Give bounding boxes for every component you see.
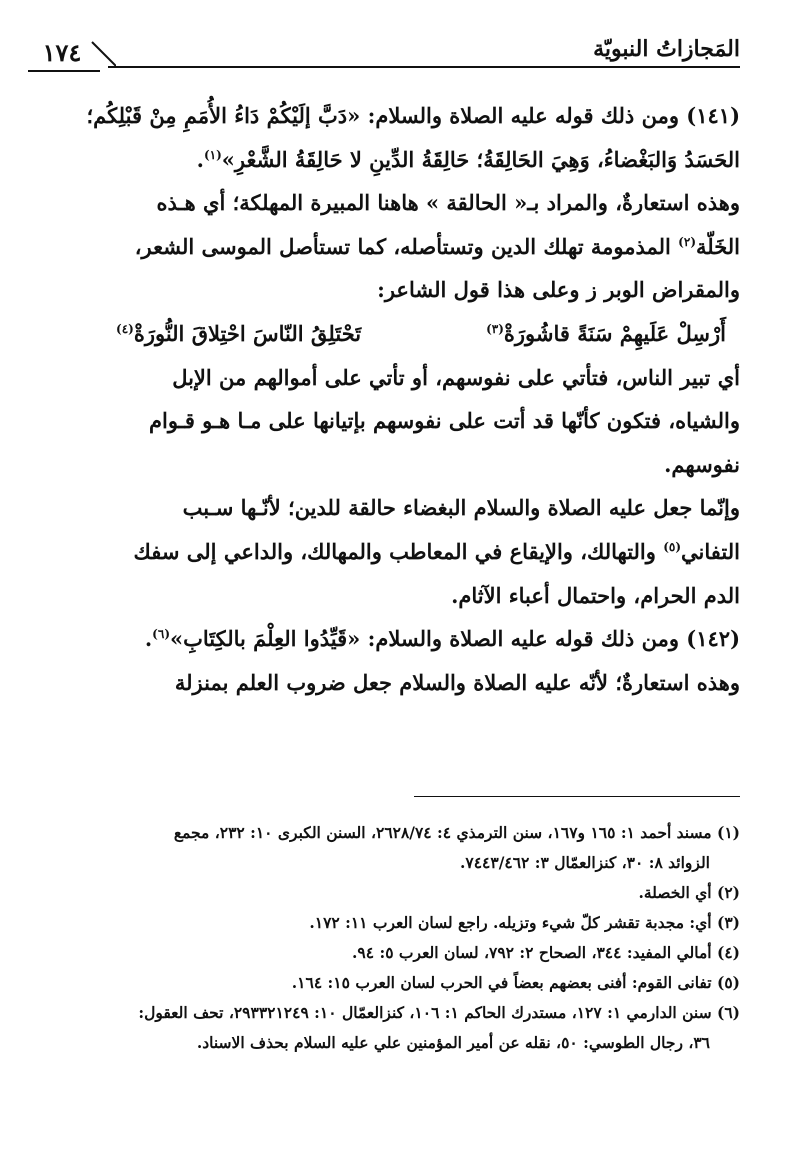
text-line xyxy=(76,268,740,312)
footnote-ref: (٢) xyxy=(678,234,696,249)
text-line xyxy=(76,225,740,269)
footnote-6: (٦) سنن الدارمي ١: ١٢٧، مستدرك الحاكم ١: ١٠٦، كنزالعمّال ١٠: ٢٩٣٣٢١٢٤٩، تحف العقول: xyxy=(138,1003,740,1022)
text-line xyxy=(76,94,740,138)
paragraph-text: نفوسهم. xyxy=(664,451,740,477)
footnotes xyxy=(76,818,740,1058)
text-line xyxy=(76,661,740,705)
footnote-ref: (٣) xyxy=(486,321,504,336)
footnote-1-continued: الزوائد ٨: ٣٠، كنزالعمّال ٣: ٧٤٤٣/٤٦٢. xyxy=(460,853,710,872)
paragraph-text: والمقراض الوبر ز وعلى هذا قول الشاعر: xyxy=(377,277,740,303)
punctuation: . xyxy=(144,626,153,652)
text-line xyxy=(76,399,740,443)
paragraph-text: وإنّما جعل عليه الصلاة والسلام البغضاء حالقة للدين؛ لأنّـها سـبب xyxy=(182,495,740,521)
text-line xyxy=(76,443,740,487)
verse-text: تَحْتَلِقُ النّاسَ احْتِلاقَ النُّورَةْ xyxy=(133,320,362,346)
hadith-142-text: (١٤٢) ومن ذلك قوله عليه الصلاة والسلام: «قَيِّدُوا العِلْمَ بالكِتَابِ» xyxy=(170,626,740,652)
paragraph-text: الخَلّة xyxy=(696,233,740,259)
text-line xyxy=(76,617,740,661)
footnote-6-continued: ٣٦، رجال الطوسي: ٥٠، نقله عن أمير المؤمنين علي عليه السلام بحذف الاسناد. xyxy=(196,1033,710,1052)
footnote-5: (٥) تفانى القوم: أفنى بعضهم بعضاً في الحرب لسان العرب ١٥: ١٦٤. xyxy=(291,973,740,992)
text-line xyxy=(76,138,740,182)
text-line xyxy=(76,356,740,400)
footnote-2: (٢) أي الخصلة. xyxy=(638,883,740,902)
paragraph-text: وهذه استعارةٌ؛ لأنّه عليه الصلاة والسلام جعل ضروب العلم بمنزلة xyxy=(174,669,740,695)
page-number-rule xyxy=(28,70,100,72)
footnote-ref: (٤) xyxy=(116,321,134,336)
verse-hemistich-second xyxy=(116,312,361,356)
footnote-ref: (٥) xyxy=(663,539,682,554)
paragraph-text: وهذه استعارةٌ، والمراد بـ« الحالقة » هاهنا المبيرة المهلكة؛ أي هـذه xyxy=(156,190,740,216)
footnote-ref: (١) xyxy=(203,147,222,162)
paragraph-text: أي تبير الناس، فتأتي على نفوسهم، أو تأتي على أموالهم من الإبل xyxy=(172,364,740,390)
paragraph-text: المذمومة تهلك الدين وتستأصله، كما تستأصل الموسى الشعر، xyxy=(134,233,679,259)
verse-text: أَرْسِلْ عَلَيهِمْ سَنَةً قاشُورَةْ xyxy=(503,320,726,346)
footnote-3: (٣) أي: مجدبة تقشر كلّ شيء وتزيله. راجع لسان العرب ١١: ١٧٢. xyxy=(309,913,740,932)
text-line xyxy=(76,574,740,618)
text-line xyxy=(76,181,740,225)
hadith-141-intro: (١٤١) ومن ذلك قوله عليه الصلاة والسلام: «دَبَّ إلَيْكُمْ دَاءُ الأُمَمِ مِنْ قَبْلِكُم؛ xyxy=(86,103,740,128)
poetry-verse xyxy=(76,312,740,356)
header-rule xyxy=(108,66,740,68)
paragraph-text: الدم الحرام، واحتمال أعباء الآثام. xyxy=(451,582,740,608)
text-line xyxy=(76,530,740,574)
footnote-separator xyxy=(414,796,740,797)
main-text xyxy=(76,94,740,704)
hadith-141-text: الحَسَدُ وَالبَغْضاءُ، وَهِيَ الحَالِقَةُ؛ حَالِقَةُ الدِّينِ لا حَالِقَةُ الشَّعْرِ» xyxy=(221,146,740,172)
footnote-4: (٤) أمالي المفيد: ٣٤٤، الصحاح ٢: ٧٩٢، لسان العرب ٥: ٩٤. xyxy=(352,943,740,962)
running-header-title: المَجازاتُ النبويّة xyxy=(593,36,740,62)
page-number: ١٧٤ xyxy=(42,38,82,67)
text-line xyxy=(76,486,740,530)
punctuation: . xyxy=(196,146,204,172)
paragraph-text: والشياه، فتكون كأنّها قد أتت على نفوسهم بإتيانها على مـا هـو قـوام xyxy=(148,408,740,434)
footnote-1: (١) مسند أحمد ١: ١٦٥ و١٦٧، سنن الترمذي ٤: ٢٦٢٨/٧٤، السنن الكبرى ١٠: ٢٣٢، مجمع xyxy=(173,823,740,842)
footnote-ref: (٦) xyxy=(152,627,170,642)
paragraph-text: والتهالك، والإيقاع في المعاطب والمهالك، والداعي إلى سفك xyxy=(133,538,664,564)
verse-hemistich-first xyxy=(486,312,726,356)
paragraph-text: التفاني xyxy=(681,538,740,564)
